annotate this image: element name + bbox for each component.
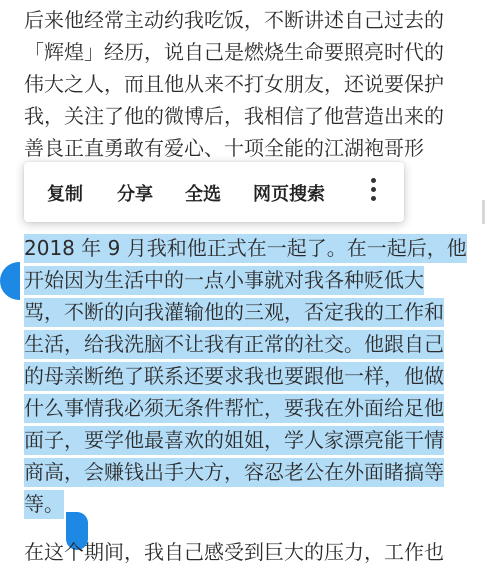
selected-paragraph[interactable] bbox=[24, 232, 470, 520]
text-line: 后来他经常主动约我吃饭，不断讲述自己过去的 bbox=[24, 8, 444, 32]
paragraph-after-selection bbox=[24, 536, 470, 568]
selected-text-line: 开始因为生活中的一点小事就对我各种贬低大 bbox=[24, 264, 470, 296]
share-button[interactable]: 分享 bbox=[117, 184, 153, 205]
selected-text-line: 骂，不断的向我灌输他的三观，否定我的工作和 bbox=[24, 296, 470, 328]
selected-text-line: 生活，给我洗脑不让我有正常的社交。他跟自己 bbox=[24, 328, 470, 360]
text-line-partially-hidden: 善良正直勇敢有爱心、十项全能的江湖袍哥形 bbox=[24, 136, 424, 160]
selection-start-handle[interactable] bbox=[0, 262, 20, 300]
scrollbar-indicator bbox=[482, 200, 485, 224]
text-line: 我，关注了他的微博后，我相信了他营造出来的 bbox=[24, 104, 444, 128]
selected-text-line: 什么事情我必须无条件帮忙，要我在外面给足他 bbox=[24, 392, 470, 424]
selected-text-line: 面子，要学他最喜欢的姐姐，学人家漂亮能干情 bbox=[24, 424, 470, 456]
more-vertical-icon[interactable] bbox=[366, 178, 380, 206]
text-line: 「辉煌」经历，说自己是燃烧生命要照亮时代的 bbox=[24, 40, 444, 64]
selected-text-line: 2018 年 9 月我和他正式在一起了。在一起后，他 bbox=[24, 232, 470, 264]
paragraph-before-selection bbox=[24, 4, 470, 160]
text-selection-context-menu bbox=[24, 162, 404, 222]
web-search-button[interactable]: 网页搜索 bbox=[253, 184, 325, 205]
select-all-button[interactable]: 全选 bbox=[185, 184, 221, 205]
selected-text-line: 商高，会赚钱出手大方，容忍老公在外面睹搞等 bbox=[24, 456, 470, 488]
copy-button[interactable]: 复制 bbox=[47, 184, 83, 205]
text-line: 伟大之人，而且他从来不打女朋友，还说要保护 bbox=[24, 72, 444, 96]
selected-text-line: 等。 bbox=[24, 488, 470, 520]
text-line: 在这个期间，我自己感受到巨大的压力，工作也 bbox=[24, 540, 444, 564]
selected-text-line: 的母亲断绝了联系还要求我也要跟他一样，他做 bbox=[24, 360, 470, 392]
